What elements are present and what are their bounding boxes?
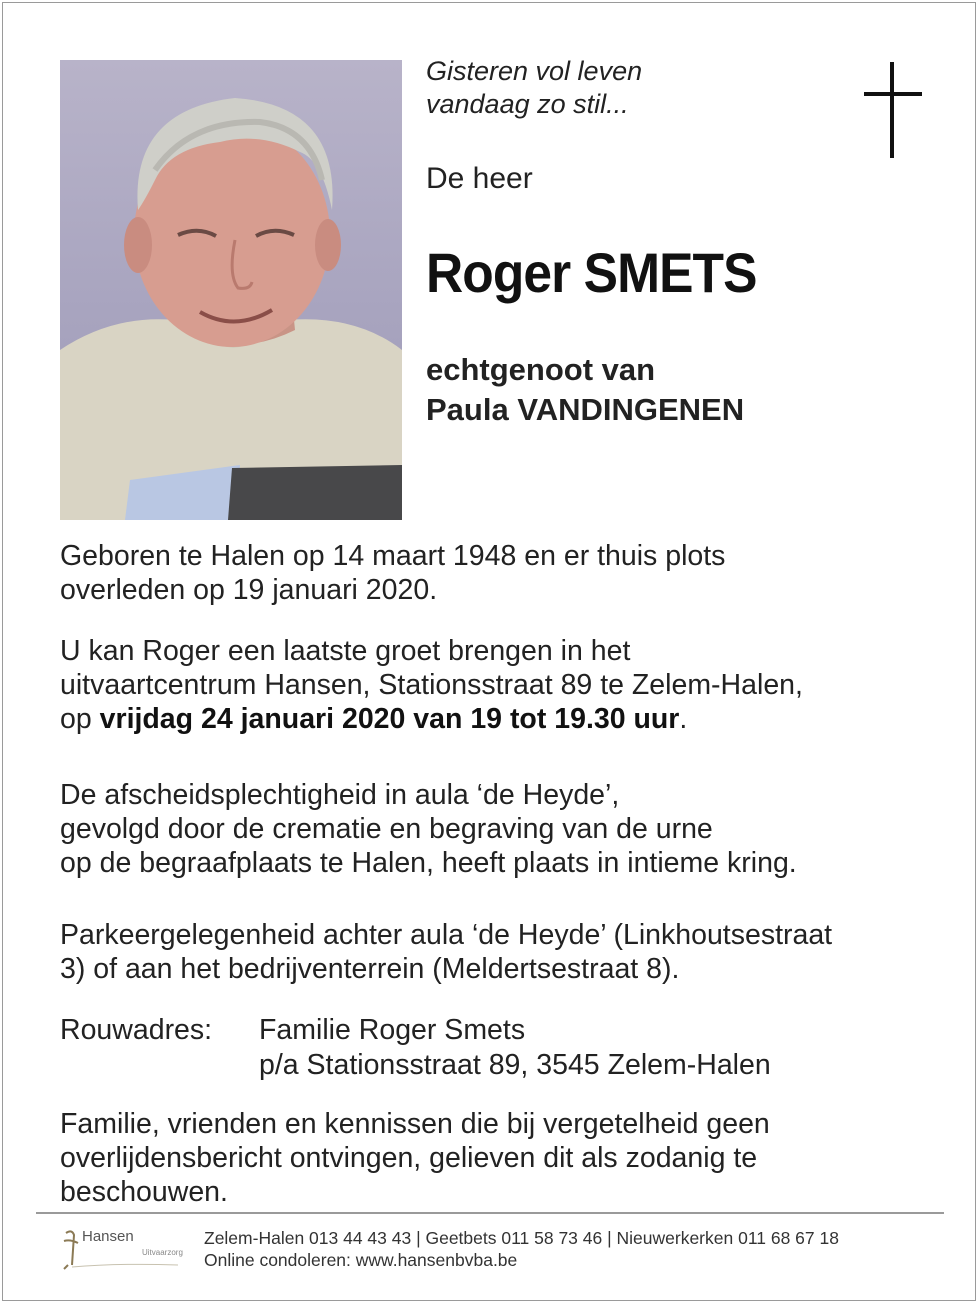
birth-paragraph (60, 539, 725, 607)
address-lines (259, 1013, 771, 1083)
text-line (60, 702, 803, 736)
deceased-name: Roger SMETS (426, 241, 757, 304)
text-fragment: op (60, 703, 100, 735)
contact-numbers: Zelem-Halen 013 44 43 43 | Geetbets 011 58 73 46 | Nieuwerkerken 011 68 67 18 (204, 1228, 839, 1248)
address-label: Rouwadres: (60, 1014, 213, 1046)
funeral-home-logo (58, 1225, 190, 1271)
logo-subtitle: Uitvaarzorg (142, 1248, 183, 1257)
online-condolence-link[interactable]: Online condoleren: www.hansenbvba.be (204, 1250, 518, 1270)
motto-line: Gisteren vol leven (426, 56, 643, 86)
spouse-line: echtgenoot van (426, 352, 656, 387)
address-line: Familie Roger Smets (259, 1014, 526, 1046)
text-line: Familie, vrienden en kennissen die bij vergetelheid geen (60, 1108, 770, 1140)
text-line: overleden op 19 januari 2020. (60, 574, 438, 606)
text-line: uitvaartcentrum Hansen, Stationsstraat 89 te Zelem-Halen, (60, 669, 803, 701)
cross-icon (864, 62, 922, 158)
text-fragment: . (679, 703, 688, 735)
footer-contacts (204, 1227, 839, 1271)
ceremony-paragraph (60, 778, 797, 880)
footer-divider (36, 1212, 944, 1214)
closing-paragraph (60, 1107, 770, 1209)
text-line: Geboren te Halen op 14 maart 1948 en er thuis plots (60, 540, 726, 572)
spouse-name: Paula VANDINGENEN (426, 392, 745, 427)
text-line: overlijdensbericht ontvingen, gelieven dit als zodanig te (60, 1142, 758, 1174)
motto-line: vandaag zo stil... (426, 89, 629, 119)
visitation-date: vrijdag 24 januari 2020 van 19 tot 19.30 uur (99, 703, 680, 735)
spouse-info (426, 350, 744, 430)
salutation: De heer (426, 162, 533, 195)
parking-paragraph (60, 918, 832, 986)
address-line: p/a Stationsstraat 89, 3545 Zelem-Halen (259, 1049, 771, 1081)
text-line: op de begraafplaats te Halen, heeft plaats in intieme kring. (60, 847, 797, 879)
visitation-paragraph (60, 634, 803, 736)
text-line: 3) of aan het bedrijventerrein (Meldertsestraat 8). (60, 953, 680, 985)
text-line: beschouwen. (60, 1176, 228, 1208)
portrait-photo (60, 60, 402, 520)
motto (426, 55, 642, 121)
text-line: De afscheidsplechtigheid in aula ‘de Heyde’, (60, 779, 620, 811)
text-line: gevolgd door de crematie en begraving van de urne (60, 813, 713, 845)
logo-name: Hansen (82, 1228, 134, 1245)
text-line: Parkeergelegenheid achter aula ‘de Heyde’ (Linkhoutsestraat (60, 919, 833, 951)
text-line: U kan Roger een laatste groet brengen in het (60, 635, 631, 667)
